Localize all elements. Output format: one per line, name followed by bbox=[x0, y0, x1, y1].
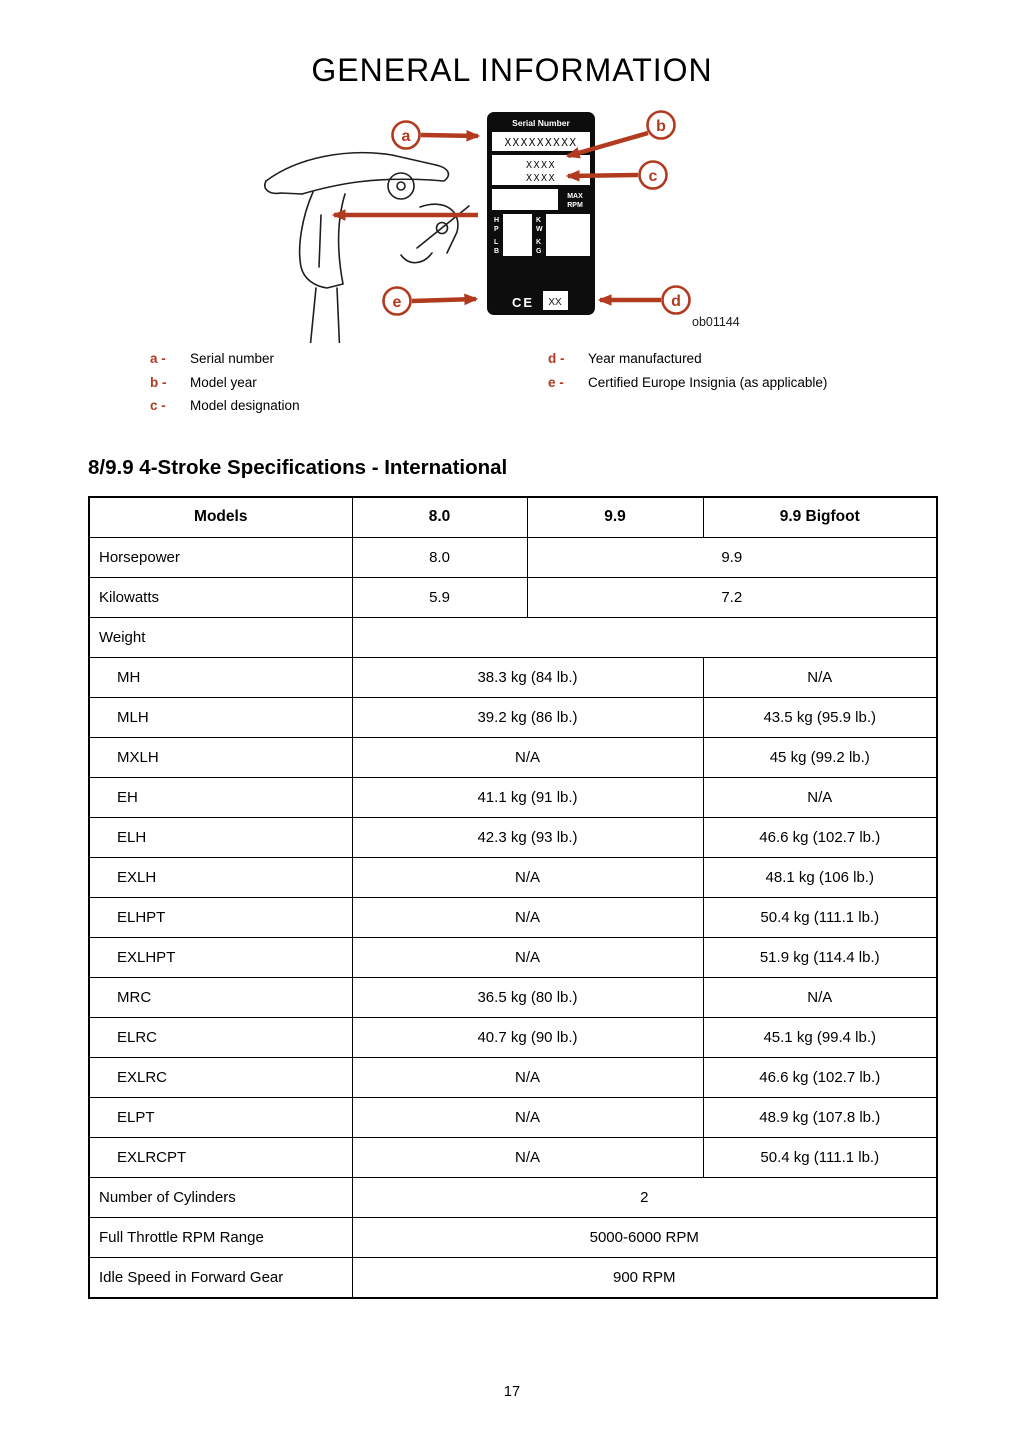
row-label: Number of Cylinders bbox=[89, 1177, 352, 1217]
row-label: Kilowatts bbox=[89, 577, 352, 617]
table-row-weight bbox=[89, 857, 937, 897]
weight-std-value: N/A bbox=[352, 1097, 703, 1137]
page-number: 17 bbox=[503, 1384, 521, 1400]
legend-text: Model designation bbox=[190, 398, 300, 413]
weight-model-label: MRC bbox=[89, 977, 352, 1017]
weight-bigfoot-value: 48.9 kg (107.8 lb.) bbox=[703, 1097, 937, 1137]
weight-bigfoot-value: N/A bbox=[703, 977, 937, 1017]
legend-right-column bbox=[548, 351, 1024, 422]
svg-text:c: c bbox=[648, 168, 658, 185]
specifications-table bbox=[88, 496, 938, 1299]
legend-item-d bbox=[548, 351, 1024, 366]
svg-text:e: e bbox=[392, 294, 402, 311]
legend-text: Certified Europe Insignia (as applicable) bbox=[588, 374, 828, 390]
header-models: Models bbox=[89, 497, 352, 538]
svg-text:W: W bbox=[536, 226, 543, 233]
table-row-weight-section bbox=[89, 617, 937, 657]
table-row-idle-speed bbox=[89, 1257, 937, 1298]
weight-model-label: EXLHPT bbox=[89, 937, 352, 977]
table-row-rpm-range bbox=[89, 1217, 937, 1257]
arrow-a bbox=[421, 135, 478, 136]
kilowatts-9-9: 7.2 bbox=[527, 577, 937, 617]
weight-std-value: 41.1 kg (91 lb.) bbox=[352, 777, 703, 817]
svg-text:G: G bbox=[536, 248, 542, 255]
row-label: Idle Speed in Forward Gear bbox=[89, 1257, 352, 1298]
header-8-0: 8.0 bbox=[352, 497, 527, 538]
legend-item-c bbox=[150, 398, 548, 413]
weight-model-label: MXLH bbox=[89, 737, 352, 777]
legend-key: d - bbox=[548, 351, 565, 366]
weight-model-label: ELHPT bbox=[89, 897, 352, 937]
horsepower-8-0: 8.0 bbox=[352, 537, 527, 577]
svg-text:B: B bbox=[494, 248, 500, 255]
callout-e bbox=[384, 288, 411, 315]
header-9-9: 9.9 bbox=[527, 497, 703, 538]
weight-std-value: 38.3 kg (84 lb.) bbox=[352, 657, 703, 697]
weight-bigfoot-value: N/A bbox=[703, 777, 937, 817]
row-label: Full Throttle RPM Range bbox=[89, 1217, 352, 1257]
table-row-weight bbox=[89, 657, 937, 697]
weight-model-label: ELRC bbox=[89, 1017, 352, 1057]
outboard-motor-drawing bbox=[265, 153, 469, 343]
page-title: GENERAL INFORMATION bbox=[311, 52, 713, 88]
table-row-weight bbox=[89, 897, 937, 937]
legend-text: Serial number bbox=[190, 351, 275, 366]
weight-std-value: 39.2 kg (86 lb.) bbox=[352, 697, 703, 737]
weight-section-spacer bbox=[352, 617, 937, 657]
table-row-horsepower bbox=[89, 537, 937, 577]
weight-model-label: MLH bbox=[89, 697, 352, 737]
figure-svg bbox=[0, 95, 1024, 343]
table-row-weight bbox=[89, 737, 937, 777]
legend-text: Year manufactured bbox=[588, 351, 702, 366]
legend-key: a - bbox=[150, 351, 166, 366]
year-placeholder: XX bbox=[548, 297, 562, 308]
legend-key: b - bbox=[150, 374, 167, 390]
weight-std-value: N/A bbox=[352, 897, 703, 937]
figure-legend bbox=[150, 351, 1024, 422]
weight-bigfoot-value: 46.6 kg (102.7 lb.) bbox=[703, 817, 937, 857]
callout-d bbox=[663, 287, 690, 314]
table-row-weight bbox=[89, 1137, 937, 1177]
arrow-e bbox=[412, 299, 476, 301]
svg-text:b: b bbox=[656, 118, 666, 135]
section-heading: 8/9.9 4-Stroke Specifications - International bbox=[88, 455, 508, 479]
legend-key: c - bbox=[150, 398, 166, 413]
table-row-weight bbox=[89, 697, 937, 737]
svg-text:K: K bbox=[536, 217, 542, 224]
idle-speed-value: 900 RPM bbox=[352, 1257, 937, 1298]
weight-model-label: EXLRCPT bbox=[89, 1137, 352, 1177]
weight-std-value: N/A bbox=[352, 857, 703, 897]
weight-bigfoot-value: 50.4 kg (111.1 lb.) bbox=[703, 1137, 937, 1177]
svg-text:P: P bbox=[494, 226, 499, 233]
weight-bigfoot-value: 45.1 kg (99.4 lb.) bbox=[703, 1017, 937, 1057]
weight-bigfoot-value: 45 kg (99.2 lb.) bbox=[703, 737, 937, 777]
table-row-kilowatts bbox=[89, 577, 937, 617]
table-header-row bbox=[89, 497, 937, 538]
svg-text:L: L bbox=[494, 239, 499, 246]
max-rpm-label-rpm: RPM bbox=[567, 202, 583, 209]
weight-std-value: N/A bbox=[352, 1137, 703, 1177]
model-code-placeholder: XXXX bbox=[525, 173, 557, 184]
row-label: Horsepower bbox=[89, 537, 352, 577]
callout-a bbox=[393, 122, 420, 149]
weight-bigfoot-value: N/A bbox=[703, 657, 937, 697]
serial-number-label bbox=[487, 112, 595, 315]
figure-code: ob01144 bbox=[692, 315, 740, 329]
weight-model-label: EH bbox=[89, 777, 352, 817]
kilowatts-8-0: 5.9 bbox=[352, 577, 527, 617]
weight-section-label: Weight bbox=[89, 617, 352, 657]
rpm-range-value: 5000-6000 RPM bbox=[352, 1217, 937, 1257]
legend-item-a bbox=[150, 351, 548, 366]
legend-left-column bbox=[150, 351, 548, 422]
weight-bigfoot-value: 48.1 kg (106 lb.) bbox=[703, 857, 937, 897]
weight-bigfoot-value: 51.9 kg (114.4 lb.) bbox=[703, 937, 937, 977]
label-title: Serial Number bbox=[512, 118, 570, 128]
weight-std-value: 36.5 kg (80 lb.) bbox=[352, 977, 703, 1017]
weight-bigfoot-value: 46.6 kg (102.7 lb.) bbox=[703, 1057, 937, 1097]
callout-b bbox=[648, 112, 675, 139]
arrow-c bbox=[568, 175, 638, 176]
weight-std-value: 42.3 kg (93 lb.) bbox=[352, 817, 703, 857]
legend-key: e - bbox=[548, 374, 564, 390]
header-9-9-bigfoot: 9.9 Bigfoot bbox=[703, 497, 937, 538]
table-row-weight bbox=[89, 1017, 937, 1057]
weight-model-label: ELH bbox=[89, 817, 352, 857]
weight-model-label: MH bbox=[89, 657, 352, 697]
table-row-weight bbox=[89, 817, 937, 857]
cylinders-value: 2 bbox=[352, 1177, 937, 1217]
weight-model-label: EXLRC bbox=[89, 1057, 352, 1097]
table-row-cylinders bbox=[89, 1177, 937, 1217]
weight-model-label: EXLH bbox=[89, 857, 352, 897]
weight-bigfoot-value: 43.5 kg (95.9 lb.) bbox=[703, 697, 937, 737]
legend-item-e bbox=[548, 375, 1024, 390]
table-row-weight bbox=[89, 1097, 937, 1137]
weight-std-value: N/A bbox=[352, 937, 703, 977]
weight-bigfoot-value: 50.4 kg (111.1 lb.) bbox=[703, 897, 937, 937]
svg-text:K: K bbox=[536, 239, 542, 246]
weight-model-label: ELPT bbox=[89, 1097, 352, 1137]
callout-c bbox=[640, 162, 667, 189]
ce-mark: CE bbox=[512, 295, 535, 310]
horsepower-9-9: 9.9 bbox=[527, 537, 937, 577]
model-year-placeholder: XXXX bbox=[525, 160, 557, 171]
weight-std-value: N/A bbox=[352, 737, 703, 777]
table-row-weight bbox=[89, 977, 937, 1017]
svg-text:a: a bbox=[401, 128, 411, 145]
weight-std-value: 40.7 kg (90 lb.) bbox=[352, 1017, 703, 1057]
max-rpm-label-max: MAX bbox=[567, 193, 583, 200]
serial-label-figure bbox=[0, 95, 1024, 343]
svg-text:H: H bbox=[494, 217, 500, 224]
table-row-weight bbox=[89, 937, 937, 977]
svg-text:d: d bbox=[671, 293, 681, 310]
table-row-weight bbox=[89, 777, 937, 817]
legend-item-b bbox=[150, 375, 548, 390]
weight-std-value: N/A bbox=[352, 1057, 703, 1097]
legend-text: Model year bbox=[190, 374, 257, 390]
table-row-weight bbox=[89, 1057, 937, 1097]
serial-placeholder: XXXXXXXXX bbox=[504, 136, 578, 149]
